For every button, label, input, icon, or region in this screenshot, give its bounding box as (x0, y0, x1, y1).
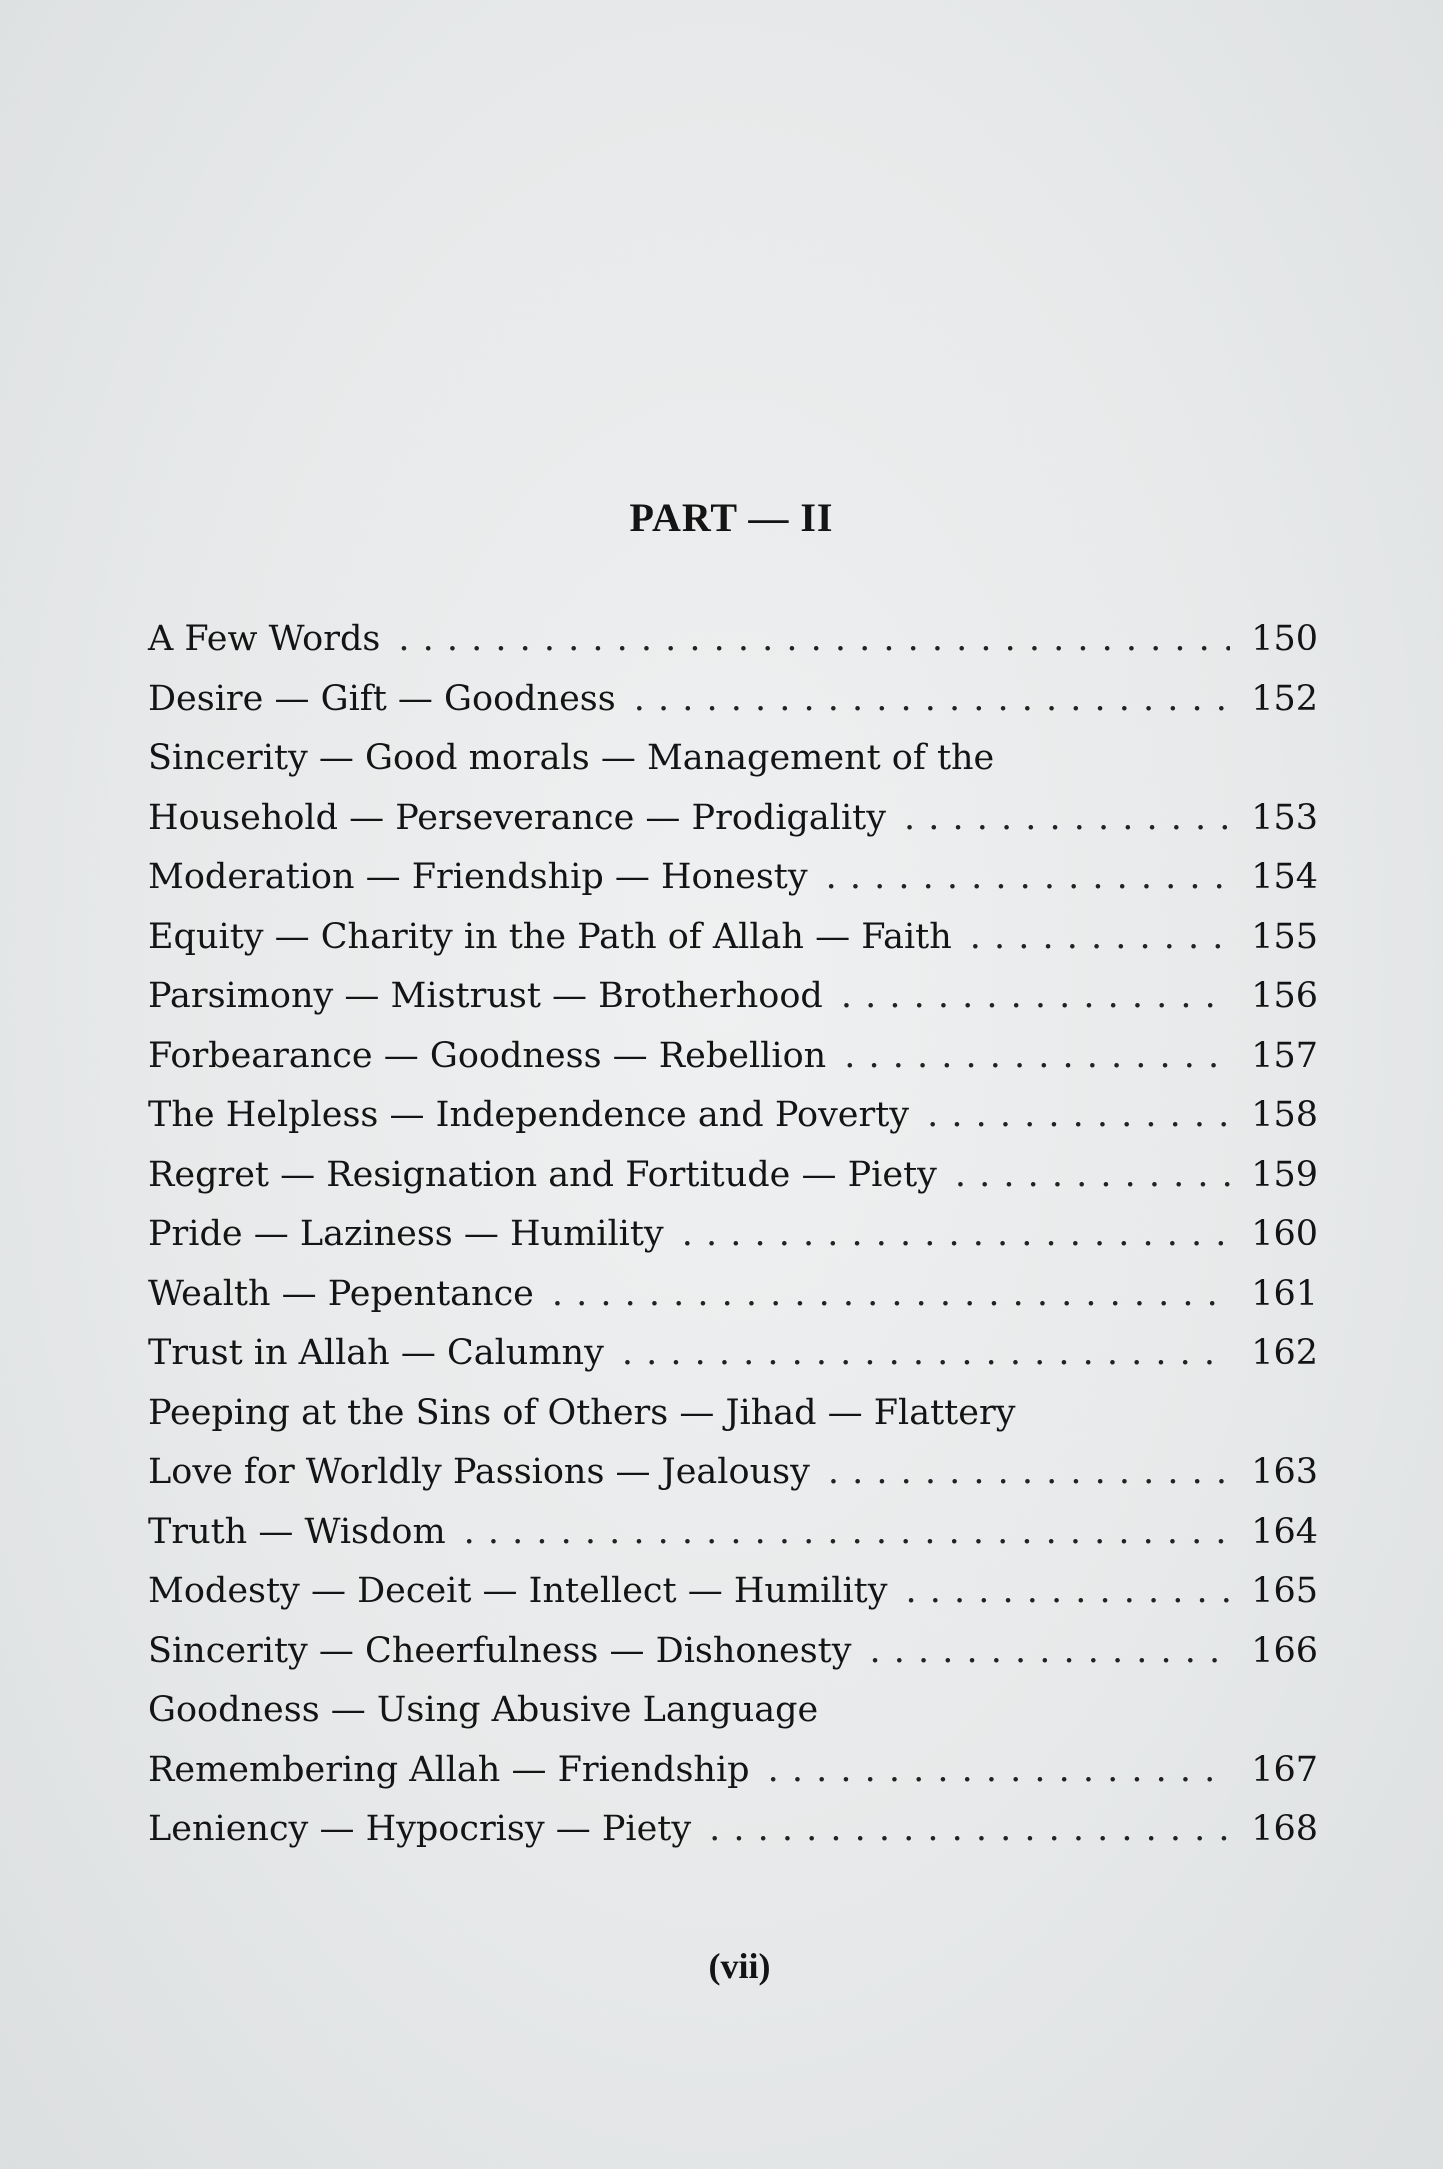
toc-entry-page: 166 (1251, 1630, 1318, 1671)
dot-leader (955, 1146, 1230, 1206)
toc-entry-page: 160 (1251, 1214, 1318, 1254)
toc-entry (148, 1324, 1318, 1384)
toc-entry-title: Forbearance — Goodness — Rebellion (148, 1035, 827, 1076)
toc-entry (148, 729, 1318, 789)
toc-entry-title: Equity — Charity in the Path of Allah — Faith (148, 916, 952, 957)
toc-entry (148, 848, 1318, 908)
toc-entry (148, 1562, 1318, 1622)
toc-entry-page: 150 (1251, 619, 1318, 659)
dot-leader (552, 1265, 1230, 1325)
toc-entry (148, 1681, 1318, 1741)
toc-entry (148, 610, 1318, 670)
toc-entry-page: 165 (1251, 1571, 1318, 1611)
dot-leader (970, 908, 1230, 968)
toc-entry-page: 158 (1251, 1095, 1318, 1135)
dot-leader (398, 610, 1230, 670)
toc-entry (148, 1503, 1318, 1563)
dot-leader (844, 1027, 1230, 1087)
toc-entry-title: Regret — Resignation and Fortitude — Piety (148, 1154, 937, 1195)
dot-leader (870, 1622, 1230, 1682)
dot-leader (768, 1741, 1230, 1801)
toc-entry (148, 967, 1318, 1027)
dot-leader (841, 967, 1230, 1027)
toc-entry (148, 1205, 1318, 1265)
toc-entry-title: Household — Perseverance — Prodigality (148, 797, 887, 838)
toc-entry-title: Truth — Wisdom (148, 1511, 446, 1552)
dot-leader (622, 1324, 1230, 1384)
toc-entry-title: Parsimony — Mistrust — Brotherhood (148, 976, 823, 1016)
toc-entry-title: Peeping at the Sins of Others — Jihad — Flattery (148, 1392, 1016, 1433)
toc-entry-page: 159 (1251, 1154, 1318, 1195)
toc-entry (148, 1741, 1318, 1801)
toc-entry-title: Sincerity — Cheerfulness — Dishonesty (148, 1630, 852, 1671)
toc-entry-page: 167 (1251, 1749, 1318, 1790)
dot-leader (709, 1800, 1230, 1860)
dot-leader (828, 1443, 1230, 1503)
toc-entry-page: 163 (1251, 1452, 1318, 1492)
dot-leader (927, 1086, 1230, 1146)
toc-entry-page: 162 (1251, 1333, 1318, 1373)
toc-entry-title: Desire — Gift — Goodness (148, 678, 616, 719)
dot-leader (634, 670, 1230, 730)
toc-entry-title: Sincerity — Good morals — Management of the (148, 738, 995, 778)
toc-entry-page: 155 (1251, 916, 1318, 957)
dot-leader (464, 1503, 1230, 1563)
toc-entry-page: 161 (1251, 1273, 1318, 1314)
toc-entry (148, 1384, 1318, 1444)
toc-entry-title: Pride — Laziness — Humility (148, 1214, 664, 1254)
toc-entry (148, 1800, 1318, 1860)
toc-entry-page: 153 (1251, 797, 1318, 838)
toc-entry-title: A Few Words (148, 619, 381, 659)
toc-entry-title: Love for Worldly Passions — Jealousy (148, 1452, 810, 1492)
toc-entry-page: 157 (1251, 1035, 1318, 1076)
toc-entry-page: 168 (1251, 1809, 1318, 1849)
toc-entry-title: Wealth — Pepentance (148, 1273, 534, 1314)
toc-entry (148, 1086, 1318, 1146)
toc-entry-title: Modesty — Deceit — Intellect — Humility (148, 1571, 888, 1611)
dot-leader (682, 1205, 1230, 1265)
toc-entry-title: The Helpless — Independence and Poverty (148, 1095, 910, 1135)
toc-entry-title: Leniency — Hypocrisy — Piety (148, 1809, 692, 1849)
toc-entry (148, 789, 1318, 849)
toc-entry-title: Remembering Allah — Friendship (148, 1749, 750, 1790)
toc-entry-page: 156 (1251, 976, 1318, 1016)
toc-entry-title: Trust in Allah — Calumny (148, 1333, 604, 1373)
toc-entry (148, 1146, 1318, 1206)
toc-entry (148, 670, 1318, 730)
toc-entry (148, 1622, 1318, 1682)
dot-leader (904, 789, 1230, 849)
toc-entry-page: 154 (1251, 857, 1318, 897)
toc-entry-title: Moderation — Friendship — Honesty (148, 857, 808, 897)
toc-entry-page: 152 (1251, 678, 1318, 719)
toc-entry (148, 1265, 1318, 1325)
table-of-contents (148, 610, 1318, 1860)
page-folio: (vii) (708, 1946, 771, 1986)
toc-entry (148, 1027, 1318, 1087)
toc-entry-page: 164 (1251, 1511, 1318, 1552)
toc-entry-title: Goodness — Using Abusive Language (148, 1690, 819, 1730)
toc-entry (148, 1443, 1318, 1503)
dot-leader (906, 1562, 1230, 1622)
toc-entry (148, 908, 1318, 968)
dot-leader (826, 848, 1230, 908)
part-heading: PART — II (629, 495, 834, 540)
